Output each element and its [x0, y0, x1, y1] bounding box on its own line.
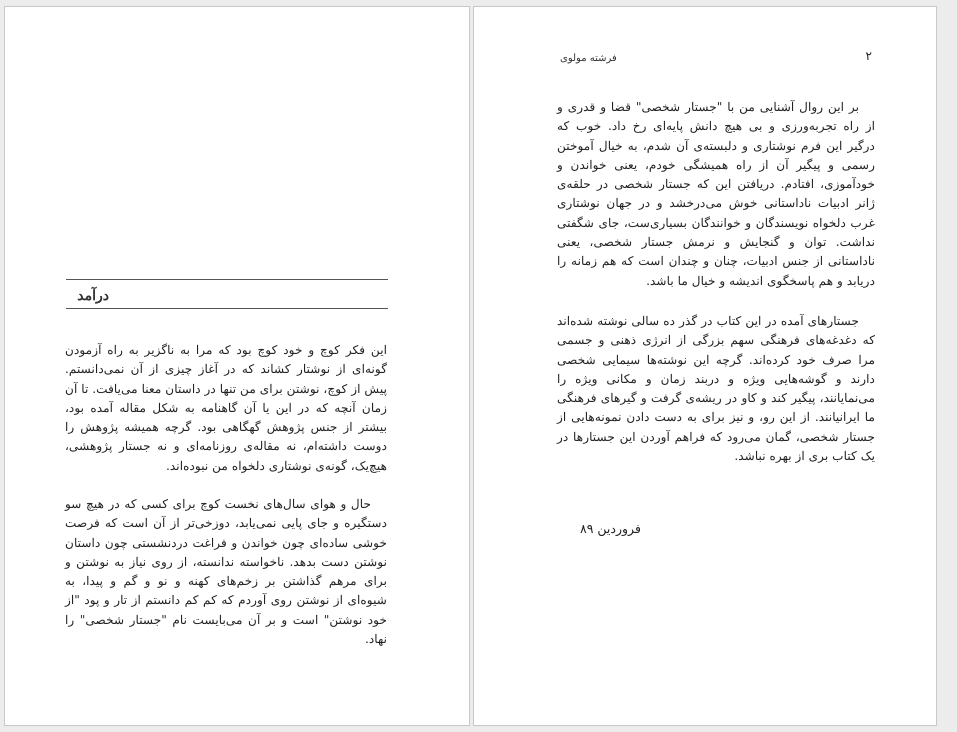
- running-header-title: فرشته مولوی: [560, 53, 617, 64]
- right-paragraph-1: بر این روال آشنایی من با "جستار شخصی" قضا و قدری و از راه تجربه‌ورزی و بی هیچ دانش پایه‌ای رخ داد. خوب که درگیر این فرم نوشتاری و دلبسته‌ی آن شدم، به خیال آموختن رسمی و پیگیر آن از راه همیشگی خودم، یعنی خواندن و خودآموزی، افتادم. دریافتن این که جستار شخصی در حلقه‌ی ژانر ادبیات ناداستانی خوش می‌درخشد و در جهان نوشتاری غرب دلخواه نویسندگان و خوانندگان بسیاری‌ست، جای شگفتی نداشت. توان و گنجایش و نرمش جستار شخصی، یعنی ناداستانی از جنس ادبیات، چنان و چندان است که هم زمانه را دریابد و هم پاسخگوی اندیشه و خیال ما باشد.: [557, 100, 875, 288]
- left-paragraph-2: حال و هوای سال‌های نخست کوچ برای کسی که در هیچ سو دستگیره و جای پایی نمی‌یابد، دوزخی‌تر از آن است که فرصت خوشی ساده‌ای چون خواندن و فراغت دردنشستی چون داستان نوشتن دست بدهد. ناخواسته ندانسته، از روی نیاز به نوشتن و برای مرهم گذاشتن بر زخم‌های کهنه و نو و گم و پیدا، به شیوه‌ای از نوشتن روی آوردم که کم کم دانستم از تار و پود "از خود نوشتن" است و بر آن می‌بایست نام "جستار شخصی" را نهاد.: [65, 497, 387, 647]
- chapter-rule-top: [66, 279, 388, 280]
- chapter-rule-bottom: [66, 308, 388, 309]
- signature-date: فروردین ۸۹: [580, 521, 641, 536]
- left-paragraph-1: این فکر کوچ و خود کوچ بود که مرا به ناگزیر به راه آزمودن گونه‌ای از نوشتار کشاند که در آغاز چیزی از آن نمی‌دانستم. پیش از کوچ، نوشتن برای من تنها در داستان معنا می‌یافت. تا آن زمان آنچه که در این یا آن گاهنامه به شکل مقاله آمده بود، بیشتر از جنس پژوهش گهگاهی بود. گرچه همیشه پژوهش را دوست داشته‌ام، نه مقاله‌ی روزنامه‌ای و نه جستار پژوهشی، هیچ‌یک، گونه‌ی نوشتاری دلخواه من نبوده‌اند.: [65, 343, 387, 473]
- left-page: [4, 6, 470, 726]
- chapter-title: درآمد: [77, 288, 109, 304]
- right-paragraph-2: جستارهای آمده در این کتاب در گذر ده سالی نوشته شده‌اند که دغدغه‌های فرهنگی سهم بزرگی از انرژی ذهنی و جسمی مرا صرف خود کرده‌اند. گرچه این نوشته‌ها سیمایی شخصی دارند و گوشه‌هایی ویژه و دربند زمان و مکانی ویژه را می‌نمایانند، پیگیر کند و کاو در ریشه‌ی گرفت و گیرهای فرهنگی ما ایرانیانند. از این رو، و نیز برای به دست دادن نمونه‌هایی از جستار شخصی، گمان می‌رود که فراهم آوردن این جستارها در یک کتاب بری از بهره نباشد.: [557, 314, 875, 464]
- right-page: [473, 6, 937, 726]
- page-number: ۲: [865, 49, 872, 63]
